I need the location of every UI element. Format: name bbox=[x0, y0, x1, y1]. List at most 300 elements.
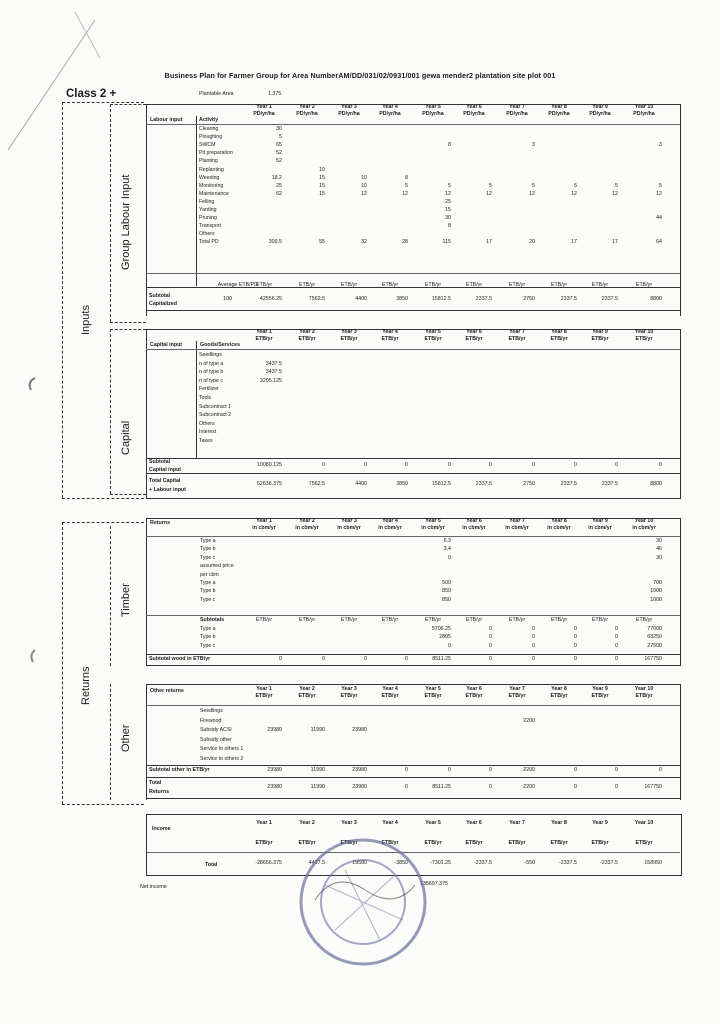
labour-row-label: Ploughing bbox=[199, 134, 223, 141]
timber-border bbox=[110, 526, 111, 666]
unit-header: ETB/yr bbox=[255, 693, 273, 699]
timber-row-label: Type c bbox=[200, 554, 216, 561]
timber-value: 0 bbox=[448, 554, 451, 561]
labour-value: 5 bbox=[405, 182, 408, 189]
year-header: Year 4 bbox=[382, 686, 398, 692]
capital-subtotal-value: 0 bbox=[405, 462, 408, 468]
income-col-header: Income bbox=[152, 826, 171, 832]
capital-row-label: n of type a bbox=[199, 360, 224, 367]
other-table-bottom bbox=[146, 798, 680, 799]
capital-value: 3437.5 bbox=[265, 360, 282, 367]
year-header: Year 5 bbox=[425, 104, 441, 110]
labour-row-label: Others bbox=[199, 231, 215, 238]
other-row-label: Subsidy ACSI bbox=[200, 727, 232, 733]
other-row-label: Service to others 1 bbox=[200, 746, 244, 752]
labour-value: 5 bbox=[659, 182, 662, 189]
labour-subtotal-value: 8800 bbox=[650, 296, 662, 302]
labour-subtotal-value: 15812.5 bbox=[431, 296, 451, 302]
year-header: Year 2 bbox=[299, 518, 315, 524]
other-row-label: Seedlings bbox=[200, 708, 223, 714]
avg-etb-value: 100 bbox=[223, 296, 232, 302]
timber-sub-row-label: Type b bbox=[200, 634, 216, 641]
year-header: Year 1 bbox=[256, 104, 272, 110]
inputs-border-left bbox=[62, 102, 63, 498]
timber-value: 46 bbox=[656, 546, 662, 553]
capital-col-header: Capital input bbox=[150, 342, 183, 348]
labour-value: 25 bbox=[445, 198, 451, 205]
labour-value: 17 bbox=[612, 239, 618, 246]
etb-unit: ETB/yr bbox=[298, 282, 316, 288]
labour-table-left bbox=[146, 104, 147, 316]
year-header: Year 6 bbox=[466, 329, 482, 335]
unit-header: PD/yr/ha bbox=[633, 111, 655, 117]
capital-subtotal-value: 0 bbox=[574, 462, 577, 468]
returns-col-header: Returns bbox=[150, 520, 171, 526]
other-subtotal-value: 0 bbox=[659, 767, 662, 773]
other-value: 2200 bbox=[523, 717, 535, 724]
capital-header-rule bbox=[146, 349, 680, 350]
total-capital-value: 52636.375 bbox=[256, 481, 282, 487]
capital-value: 3205.125 bbox=[259, 377, 282, 384]
timber-sub-value: 0 bbox=[574, 626, 577, 632]
returns-border-left bbox=[62, 522, 63, 804]
inputs-border-top bbox=[62, 102, 144, 103]
other-value: 11990 bbox=[310, 727, 325, 733]
year-header: Year 1 bbox=[256, 329, 272, 335]
timber-subtotal-value: 0 bbox=[532, 656, 535, 662]
labour-value: 12 bbox=[486, 190, 492, 197]
year-header: Year 7 bbox=[509, 686, 525, 692]
etb-unit: ETB/yr bbox=[340, 282, 358, 288]
year-header: Year 4 bbox=[382, 329, 398, 335]
labour-value: 28 bbox=[402, 239, 408, 246]
year-header: Year 8 bbox=[551, 329, 567, 335]
timber-subtotal-unit: ETB/yr bbox=[381, 617, 399, 623]
labour-row-label: Maintenance bbox=[199, 190, 229, 197]
labour-col-header: Labour input bbox=[150, 117, 183, 123]
year-header: Year 10 bbox=[634, 329, 654, 335]
unit-header: PD/yr/ha bbox=[253, 111, 275, 117]
timber-row-label: assumed price bbox=[200, 563, 234, 570]
year-header: Year 5 bbox=[425, 329, 441, 335]
labour-value: 8 bbox=[448, 142, 451, 149]
timber-sub-value: 0 bbox=[574, 634, 577, 641]
etb-unit: ETB/yr bbox=[591, 282, 609, 288]
labour-border bbox=[110, 104, 111, 322]
year-header: Year 6 bbox=[466, 518, 482, 524]
net-income-value: 135697.375 bbox=[420, 881, 448, 887]
labour-row-label: Pruning bbox=[199, 215, 217, 222]
total-returns-value: 0 bbox=[574, 784, 577, 790]
other-table-right bbox=[680, 684, 681, 800]
labour-subtotal-value: 2337.5 bbox=[560, 296, 577, 302]
labour-value: 12 bbox=[571, 190, 577, 197]
other-subtotal-value: 0 bbox=[615, 767, 618, 773]
labour-table-right bbox=[680, 104, 681, 316]
labour-value: 15 bbox=[445, 207, 451, 213]
capital-subtotal-value: 0 bbox=[615, 462, 618, 468]
timber-sub-value: 27500 bbox=[647, 642, 662, 649]
income-total-value: -2337.5 bbox=[474, 860, 492, 866]
timber-sub-value: 2805 bbox=[439, 634, 451, 641]
capital-subtotal-value: 0 bbox=[532, 462, 535, 468]
other-border bbox=[110, 684, 111, 800]
timber-section-label: Timber bbox=[120, 583, 132, 617]
timber-sub-value: 77000 bbox=[647, 626, 662, 632]
capital-row-label: Taxes bbox=[199, 438, 213, 444]
year-header: Year 3 bbox=[341, 518, 357, 524]
year-header: Year 9 bbox=[592, 686, 608, 692]
other-subtotal-value: 11990 bbox=[310, 767, 325, 773]
labour-value: 10 bbox=[361, 174, 367, 181]
other-section-label: Other bbox=[120, 724, 132, 752]
unit-header: in cbm/yr bbox=[337, 525, 361, 531]
total-returns-label2: Returns bbox=[149, 789, 170, 795]
labour-value: 25 bbox=[276, 182, 282, 189]
unit-header: in cbm/yr bbox=[252, 525, 276, 531]
capital-row-label: Fertilizer bbox=[199, 386, 219, 393]
timber-value: 30 bbox=[656, 538, 662, 544]
timber-subtotal-value: 0 bbox=[405, 656, 408, 662]
capital-subtotal-value: 0 bbox=[322, 462, 325, 468]
income-unit-header: ETB/yr bbox=[591, 840, 609, 846]
labour-value: 3 bbox=[532, 142, 535, 149]
labour-value: 12 bbox=[656, 190, 662, 197]
capital-subtotal-value: 0 bbox=[659, 462, 662, 468]
year-header: Year 6 bbox=[466, 686, 482, 692]
unit-header: PD/yr/ha bbox=[506, 111, 528, 117]
etb-unit: ETB/yr bbox=[465, 282, 483, 288]
total-returns-value: 0 bbox=[489, 784, 492, 790]
labour-value: 5 bbox=[532, 182, 535, 189]
labour-value: 8 bbox=[405, 174, 408, 181]
year-header: Year 7 bbox=[509, 518, 525, 524]
capital-border-top bbox=[110, 329, 146, 330]
seal-stamp bbox=[285, 830, 445, 980]
other-subtotal-value: 23980 bbox=[352, 767, 367, 773]
unit-header: ETB/yr bbox=[381, 336, 399, 342]
etb-unit: ETB/yr bbox=[635, 282, 653, 288]
unit-header: in cbm/yr bbox=[421, 525, 445, 531]
timber-row-label: Type a bbox=[200, 538, 216, 544]
other-subtotal-value: 0 bbox=[574, 767, 577, 773]
year-header: Year 2 bbox=[299, 329, 315, 335]
timber-row-label: Type b bbox=[200, 588, 216, 595]
labour-row-label: Felling bbox=[199, 198, 215, 205]
other-col-header: Other returns bbox=[150, 688, 184, 694]
year-header: Year 9 bbox=[592, 104, 608, 110]
capital-row-label: n of type c bbox=[199, 377, 223, 384]
unit-header: ETB/yr bbox=[550, 693, 568, 699]
income-total-value: -28656.375 bbox=[255, 860, 282, 866]
total-capital-value: 7562.5 bbox=[308, 481, 325, 487]
year-header: Year 1 bbox=[256, 686, 272, 692]
labour-value: 55 bbox=[319, 239, 325, 246]
income-unit-header: ETB/yr bbox=[255, 840, 273, 846]
labour-value: 32 bbox=[361, 239, 367, 246]
timber-sub-value: 0 bbox=[615, 642, 618, 649]
unit-header: ETB/yr bbox=[591, 693, 609, 699]
total-capital-label: Total Capital bbox=[149, 478, 181, 484]
timber-subtotal-label: Subtotal wood in ETB/yr bbox=[149, 656, 211, 662]
labour-value: 44 bbox=[656, 215, 662, 222]
labour-value: 10 bbox=[319, 166, 325, 173]
unit-header: ETB/yr bbox=[508, 336, 526, 342]
timber-subtotal-unit: ETB/yr bbox=[340, 617, 358, 623]
labour-subtotal-label: Subtotal bbox=[149, 293, 171, 299]
timber-subtotal-unit: ETB/yr bbox=[298, 617, 316, 623]
labour-border-top bbox=[110, 104, 146, 105]
unit-header: ETB/yr bbox=[298, 693, 316, 699]
timber-value: 1000 bbox=[650, 588, 662, 595]
labour-value: 10 bbox=[361, 182, 367, 189]
other-row-label: Firewood bbox=[200, 717, 222, 724]
total-returns-value: 11990 bbox=[310, 784, 325, 790]
year-header: Year 4 bbox=[382, 104, 398, 110]
labour-row-label: Weeding bbox=[199, 174, 220, 181]
timber-subtotal-value: 0 bbox=[574, 656, 577, 662]
other-subtotal-value: 0 bbox=[489, 767, 492, 773]
total-returns-value: 2200 bbox=[523, 784, 535, 790]
year-header: Year 8 bbox=[551, 104, 567, 110]
year-header: Year 10 bbox=[634, 518, 654, 524]
income-total-value: -2337.5 bbox=[600, 860, 618, 866]
unit-header: PD/yr/ha bbox=[296, 111, 318, 117]
timber-sub-value: 0 bbox=[532, 626, 535, 632]
labour-total-rule bbox=[146, 273, 680, 274]
income-unit-header: ETB/yr bbox=[340, 840, 358, 846]
labour-section-label: Group Labour Input bbox=[120, 174, 132, 270]
unit-header: in cbm/yr bbox=[588, 525, 612, 531]
timber-subtotal-unit: ETB/yr bbox=[591, 617, 609, 623]
labour-row-label: Pit preparation bbox=[199, 150, 233, 157]
etb-unit: ETB/yr bbox=[255, 282, 273, 288]
capital-table-bottom bbox=[146, 498, 680, 499]
labour-value: 30 bbox=[445, 215, 451, 222]
timber-subtotals-label: Subtotals bbox=[200, 617, 225, 623]
etb-unit: ETB/yr bbox=[424, 282, 442, 288]
total-returns-value: 23980 bbox=[267, 784, 282, 790]
unit-header: ETB/yr bbox=[635, 693, 653, 699]
labour-value: 15 bbox=[319, 182, 325, 189]
labour-value: 5 bbox=[489, 182, 492, 189]
other-table-left bbox=[146, 684, 147, 800]
income-total-label: Total bbox=[205, 862, 218, 868]
unit-header: PD/yr/ha bbox=[422, 111, 444, 117]
capital-row-label: Interest bbox=[199, 429, 217, 436]
timber-header-rule bbox=[146, 536, 680, 537]
timber-subtotal-unit: ETB/yr bbox=[635, 617, 653, 623]
timber-sub-value: 0 bbox=[448, 642, 451, 649]
income-unit-header: ETB/yr bbox=[508, 840, 526, 846]
total-capital-value: 15812.5 bbox=[431, 481, 451, 487]
income-total-value: -3850 bbox=[394, 860, 408, 866]
timber-subtotal-value: 0 bbox=[279, 656, 282, 662]
other-table-top bbox=[146, 684, 680, 685]
returns-label: Returns bbox=[80, 666, 92, 705]
total-capital-value: 8800 bbox=[650, 481, 662, 487]
labour-value: 62 bbox=[276, 190, 282, 197]
timber-subtotals-rule bbox=[146, 615, 680, 616]
net-income-label: Net income bbox=[140, 884, 167, 890]
labour-value: 5 bbox=[615, 182, 618, 189]
year-header: Year 3 bbox=[341, 104, 357, 110]
labour-row-label: Monitoring bbox=[199, 182, 224, 189]
labour-row-label: Replanting bbox=[199, 166, 224, 173]
capital-border bbox=[110, 329, 111, 494]
year-header: Year 6 bbox=[466, 104, 482, 110]
income-total-value: 4427.5 bbox=[308, 860, 325, 866]
year-header: Year 5 bbox=[425, 686, 441, 692]
timber-table-left bbox=[146, 518, 147, 666]
timber-sub-value: 0 bbox=[489, 642, 492, 649]
total-capital-rule bbox=[146, 473, 680, 474]
labour-subtotal-value: 2337.5 bbox=[475, 296, 492, 302]
income-year-header: Year 2 bbox=[299, 820, 315, 826]
unit-header: ETB/yr bbox=[465, 693, 483, 699]
total-capital-value: 2337.5 bbox=[601, 481, 618, 487]
other-subtotal-value: 2200 bbox=[523, 767, 535, 773]
capital-row-label: Subcontract 2 bbox=[199, 412, 232, 419]
timber-sub-value: 5706.25 bbox=[431, 626, 451, 632]
unit-header: ETB/yr bbox=[298, 336, 316, 342]
unit-header: PD/yr/ha bbox=[338, 111, 360, 117]
income-year-header: Year 9 bbox=[592, 820, 608, 826]
other-row-label: Subsidy other bbox=[200, 736, 232, 743]
labour-value: 8 bbox=[448, 223, 451, 230]
total-returns-value: 8511.25 bbox=[432, 784, 451, 790]
capital-row-label: Tools bbox=[199, 395, 212, 401]
timber-subtotal-value: 8511.25 bbox=[432, 656, 451, 662]
total-capital-value: 2337.5 bbox=[475, 481, 492, 487]
unit-header: in cbm/yr bbox=[462, 525, 486, 531]
income-unit-header: ETB/yr bbox=[381, 840, 399, 846]
labour-subtotal-label2: Capitalized bbox=[149, 301, 177, 307]
goods-col-header: Goods/Services bbox=[200, 342, 241, 348]
total-returns-label: Total bbox=[149, 780, 162, 786]
labour-value: 12 bbox=[402, 190, 408, 197]
year-header: Year 8 bbox=[551, 686, 567, 692]
unit-header: ETB/yr bbox=[255, 336, 273, 342]
labour-value: 18.2 bbox=[271, 174, 282, 181]
income-unit-header: ETB/yr bbox=[298, 840, 316, 846]
income-year-header: Year 4 bbox=[382, 820, 398, 826]
labour-value: 30 bbox=[276, 126, 282, 132]
labour-value: 52 bbox=[276, 150, 282, 157]
etb-unit: ETB/yr bbox=[550, 282, 568, 288]
labour-subtotal-value: 2750 bbox=[523, 296, 535, 302]
total-capital-value: 3850 bbox=[396, 481, 408, 487]
labour-row-label: Planting bbox=[199, 158, 218, 165]
timber-sub-value: 0 bbox=[574, 642, 577, 649]
total-returns-value: 167750 bbox=[644, 784, 662, 790]
unit-header: ETB/yr bbox=[591, 336, 609, 342]
timber-subtotal-value: 0 bbox=[364, 656, 367, 662]
unit-header: PD/yr/ha bbox=[463, 111, 485, 117]
returns-border-top bbox=[62, 522, 144, 523]
year-header: Year 9 bbox=[592, 518, 608, 524]
capital-subtotal-value: 0 bbox=[489, 462, 492, 468]
page-title: Business Plan for Farmer Group for Area NumberAM/DD/031/02/0931/001 gewa mender2 plantation site plot 001 bbox=[164, 71, 556, 80]
labour-value: 52 bbox=[276, 158, 282, 165]
year-header: Year 7 bbox=[509, 104, 525, 110]
other-subtotal-value: 0 bbox=[448, 767, 451, 773]
income-total-value: -550 bbox=[524, 860, 535, 866]
unit-header: ETB/yr bbox=[465, 336, 483, 342]
labour-subtotal-value: 3850 bbox=[396, 296, 408, 302]
capital-row-label: Seedlings bbox=[199, 352, 222, 358]
unit-header: PD/yr/ha bbox=[379, 111, 401, 117]
timber-subtotal-unit: ETB/yr bbox=[550, 617, 568, 623]
timber-subtotal-unit: ETB/yr bbox=[508, 617, 526, 623]
timber-row-label: Type a bbox=[200, 580, 216, 586]
labour-value: 17 bbox=[486, 239, 492, 246]
timber-row-label: per cbm bbox=[200, 571, 219, 578]
labour-border-bottom bbox=[110, 322, 146, 323]
total-capital-value: 2750 bbox=[523, 481, 535, 487]
unit-header: ETB/yr bbox=[424, 336, 442, 342]
labour-header-rule bbox=[146, 124, 680, 125]
total-returns-value: 0 bbox=[405, 784, 408, 790]
year-header: Year 2 bbox=[299, 686, 315, 692]
year-header: Year 4 bbox=[382, 518, 398, 524]
other-header-rule bbox=[146, 705, 680, 706]
labour-row-label: Total PD bbox=[199, 239, 219, 246]
capital-row-label: Subcontract 1 bbox=[199, 403, 232, 410]
timber-table-bottom bbox=[146, 665, 680, 666]
labour-value: 3 bbox=[659, 142, 662, 149]
unit-header: in cbm/yr bbox=[505, 525, 529, 531]
total-capital-value: 2337.5 bbox=[560, 481, 577, 487]
labour-value: 15 bbox=[319, 174, 325, 181]
timber-subtotal-value: 0 bbox=[615, 656, 618, 662]
timber-value: 6.3 bbox=[443, 538, 451, 544]
other-total-rule bbox=[146, 777, 680, 778]
labour-row-label: SWCM bbox=[199, 142, 216, 149]
inputs-label: Inputs bbox=[80, 305, 92, 335]
timber-value: 850 bbox=[442, 588, 451, 595]
timber-subtotal-value: 0 bbox=[322, 656, 325, 662]
labour-activity-divider bbox=[196, 116, 197, 286]
year-header: Year 2 bbox=[299, 104, 315, 110]
year-header: Year 10 bbox=[634, 686, 654, 692]
timber-value: 500 bbox=[442, 580, 451, 586]
timber-value: 700 bbox=[653, 580, 662, 586]
timber-row-label: Type c bbox=[200, 596, 216, 603]
labour-value: 12 bbox=[529, 190, 535, 197]
total-capital-label2: + Labour input bbox=[149, 487, 186, 493]
unit-header: in cbm/yr bbox=[547, 525, 571, 531]
income-unit-header: ETB/yr bbox=[465, 840, 483, 846]
income-total-value: -7301.25 bbox=[430, 860, 451, 866]
timber-subtotal-value: 0 bbox=[489, 656, 492, 662]
unit-header: ETB/yr bbox=[508, 693, 526, 699]
timber-sub-value: 0 bbox=[489, 626, 492, 632]
income-year-header: Year 3 bbox=[341, 820, 357, 826]
unit-header: ETB/yr bbox=[550, 336, 568, 342]
etb-unit: ETB/yr bbox=[381, 282, 399, 288]
year-header: Year 9 bbox=[592, 329, 608, 335]
labour-subtotal-value: 42556.25 bbox=[259, 296, 282, 302]
capital-row-label: n of type b bbox=[199, 369, 224, 376]
timber-sub-value: 0 bbox=[532, 634, 535, 641]
timber-sub-value: 0 bbox=[532, 642, 535, 649]
timber-value: 3.4 bbox=[443, 546, 451, 553]
capital-subtotal-label: Subtotal bbox=[149, 459, 171, 465]
labour-subtotal-value: 7562.5 bbox=[308, 296, 325, 302]
year-header: Year 1 bbox=[256, 518, 272, 524]
capital-subtotal-rule bbox=[146, 458, 680, 459]
